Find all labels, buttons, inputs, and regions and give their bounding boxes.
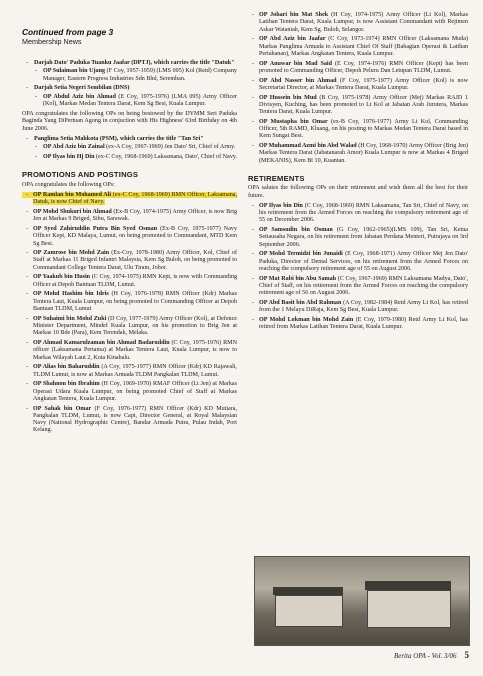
recipient-detail: (F Coy, 1957-1959) (LMS 095) Kol (Retd) Company Manager, Eastern Progress Industries Sdn Bhd, Seremban.	[43, 68, 237, 82]
entry-detail: (C Coy, 1968-1969) RMN Laksamana, Tan Sri, Chief of Navy, on his retirement from the Armed Forces on reaching the compulsory retirement age of 55 on December 2006.	[259, 202, 468, 224]
entry-name: OP Abd Basit bin Abd Rahman	[259, 300, 342, 306]
award-recipients	[34, 144, 237, 161]
continued-heading: Continued from page 3	[22, 27, 114, 37]
retirement-entry	[248, 227, 468, 249]
retirement-entry	[248, 251, 468, 273]
entry-detail: (ex-B Coy, 1976-1977) Army Lt Kol, Commanding Officer, 5th RAMD, Kluang, on his posting to Markas Medan Tentera Darat based in Kem Sungai Besi.	[259, 118, 468, 140]
recipient-item	[34, 94, 237, 109]
entry-name: OP Ahmad Kamarulzaman bin Ahmad Badaruddin	[33, 340, 170, 347]
entry-name: OP Zamrose bin Mohd Zain	[33, 250, 110, 257]
retirement-entry	[248, 300, 468, 315]
entry-detail: (C Coy, 1974-1975) RMN Kept, is now with Commanding Officer at Depoh Bantuan TLDM, Lumut.	[33, 274, 237, 288]
award-title: Darjah Setia Negeri Sembilan (DNS)	[34, 85, 130, 92]
entry-detail: (F Coy, 1976-1977) RMN Officer (Kdr) KD Mutiara, Pangkalan TLDM, Lumut, is now Capt, Director General, at Royal Malaysian Navy (National Hydrographic Centre), Bandar Armada Putra, Pulau Indah, Port Kelang.	[33, 405, 238, 434]
entry-name: OP Mohd Lokman bin Mohd Zain	[259, 316, 354, 323]
entry-name: OP Ramlan bin Mohamed Ali	[33, 191, 112, 198]
entry-name: OP Ilyas bin Din	[259, 202, 303, 209]
entry-name: OP Shahnon bin Ibrahim	[33, 381, 100, 388]
entry-detail: (Ex-B Coy, 1975-1977) Navy Officer Kept, KD Malaya, Lumut, on being promoted to Commandant, MTD Kem Sg Besi.	[33, 225, 237, 247]
entry-name: OP Mohd Shukuri bin Ahmad	[33, 208, 112, 215]
recipient-detail: (E Coy, 1975-1976) (LMA 095) Army Officer (Kol), Markas Medan Tentera Darat, Kem Sg Besi, Kuala Lumpur.	[43, 93, 237, 107]
award-title: Panglima Setia Mahkota (PSM), which carries the title "Tan Sri"	[34, 136, 204, 143]
promotion-entry	[22, 340, 237, 362]
entry-name: OP Samsudin bin Osman	[259, 227, 333, 234]
award-title: Darjah Dato' Paduka Tuanku Jaafar (DPTJ), which carries the title "Datuk"	[34, 60, 235, 66]
awards-list	[22, 60, 237, 108]
recipient-item	[34, 154, 237, 161]
recipient-detail: (ex-A Coy, 1967-1969) Jen Dato' Sri, Chief of Army.	[104, 144, 236, 151]
entry-name: OP Sahak bin Omar	[33, 405, 92, 412]
retirements-heading: RETIREMENTS	[248, 173, 305, 183]
promotions-intro: OPA congratulates the following OPs:	[22, 181, 115, 188]
entry-detail: (C Coy, 1975-1976) RMN officer (Laksamana Pertama) at Markas Tentera Laut, Kuala Lumpur, is now to Markas Wilayah Laut 2, Kota Kinabalu.	[33, 340, 237, 361]
promotion-entry	[22, 381, 237, 403]
promotions-list-left	[22, 192, 237, 435]
entry-detail: (E Coy, 1974-1976) RMN Officer (Kept) has been promoted to Commanding Officer, Depoh Peluru Dan Letupan TLDM, Lumut.	[259, 60, 468, 74]
entry-name: OP Mat Rabi bin Abu Samah	[259, 275, 337, 282]
entry-detail: (C Coy, 1967-1969) RMN Laksamana Madya, Dato', Chief of Staff, on his retirement from the Armed Forces on reaching the compulsory retirement age of 56 on August 2006.	[259, 275, 468, 297]
entry-name: OP Syed Zahiruddin Putra Bin Syed Osman	[33, 225, 158, 232]
entry-detail: (F Coy, 1975-1977) Army Officer (Kol) is now Secretariat Director, at Markas Tentera Darat, Kuala Lumpur.	[259, 77, 468, 91]
promotion-entry	[248, 36, 468, 58]
entry-detail: (D Coy, 1977-1979) Army Officer (Kol), at Defence Minister Department, Mindef Kuala Lumpur, on his promotion to Brig Jen at Markas 10 Bde (Para), Kem Terendak, Melaka.	[33, 315, 237, 337]
entry-name: OP Mustapha bin Omar	[259, 118, 328, 125]
retirement-entry	[248, 203, 468, 225]
promotion-entry	[248, 78, 468, 93]
promotion-entry	[22, 291, 237, 313]
promotion-entry	[22, 209, 237, 224]
entry-detail: (ex-C Coy, 1968-1969) RMN Officer, Laksamana, Datuk, is now Chief of Navy.	[33, 191, 237, 206]
entry-detail: (A Coy, 1975-1977) RMN Officer (Kdr) KD Rajawali, TLDM Lumut, is now at Markas Armada TLDM Pangkalan TLDM, Lumut.	[33, 364, 237, 378]
award-item	[22, 60, 237, 83]
promotion-entry	[22, 226, 237, 248]
award-recipients	[34, 94, 237, 109]
psm-award-list	[22, 136, 237, 161]
publication-name: Berita OPA - Vol. 3/06	[393, 652, 457, 660]
entry-detail: (Ex-B Coy, 1974-1975) Army Officer, is now Brig Jen at Markas 9 Briged, Sibu, Sarawak.	[33, 208, 237, 223]
highlighted-entry	[22, 192, 237, 205]
promotion-entry	[248, 12, 468, 34]
retirements-list	[248, 203, 468, 332]
page-footer	[394, 650, 469, 660]
entry-name: OP Mohd Hashim bin Idris	[33, 291, 109, 298]
right-column	[248, 12, 468, 334]
promotion-entry	[22, 250, 237, 272]
recipient-name: OP Sulaiman bin Ujang	[43, 68, 105, 75]
entry-detail: (A Coy, 1982-1984) Retd Army Lt Kol, has retired from the 1 Melayu DiRaja, Kem Sg Besi, Kuala Lumpur.	[259, 300, 468, 314]
entry-name: OP Muhammad Azmi bin Abd Walad	[259, 143, 357, 150]
entry-detail: (H Coy, 1968-1970) Army Officer (Brig Jen) Markas Tentera Darat (Jabatanarah Amor) Kuala Lumpur is now at Markas 4 Briged (MEKANIS), Kem Bt 10, Kuantan.	[259, 143, 468, 164]
entry-detail: (H Coy, 1969-1970) RMAF Officer (Lt Jen) at Markas Operasi Udara Kuala Lumpur, on being promoted Chief of Staff at Markas Angkatan Tentera, Kuala Lumpur.	[33, 381, 237, 402]
promotion-entry	[248, 95, 468, 117]
recipient-item	[34, 144, 237, 151]
award-item	[22, 85, 237, 108]
entry-name: OP Johari bin Mat Shek	[259, 12, 329, 18]
entry-detail: (H Coy, 1974-1975) Army Officer (Lt Kol), Markas Latihan Tentera Darat, Kuala Lumpur, is now Assistant Commandant with Rejimen Askar Wataniah, Kem Sg. Buloh, Selangor.	[259, 12, 468, 33]
entry-name: OP Alias bin Baharuddin	[33, 364, 100, 371]
retirement-entry	[248, 276, 468, 298]
recipient-detail: (ex-C Coy, 1968-1969) Laksamana, Dato', Chief of Navy.	[94, 154, 237, 161]
entry-name: OP Anuwar bin Mad Said	[259, 60, 332, 67]
promotion-entry	[22, 274, 237, 289]
promotion-entry	[248, 119, 468, 141]
entry-detail: (H Coy, 1976-1978) RMN Officer (Kdr) Markas Tentera Laut, Kuala Lumpur, on being promoted to Commanding Officer at Depoh Bantuan TLDM, Lumut	[33, 291, 237, 313]
left-column	[22, 28, 237, 437]
entry-detail: (Ex-Coy, 1978-1980) Army Officer, Kol, Chief of Staff at Markas 11 Briged Infantri Malaysia, Kem Sg Buloh, on being promoted to Commandant College Tentera Darat, Ulu Tiram, Johor.	[33, 250, 237, 271]
entry-detail: (E Coy, 1968-1971) Army Officer Mej Jen Dato' Paduka, Director of Dental Services, on his retirement from the Armed Forces on reaching the compulsory retirement age of 55 on August 2006.	[259, 251, 469, 273]
promotion-entry	[22, 364, 237, 379]
entry-name: OP Mohd Termidzi bin Junaidi	[259, 251, 343, 258]
retirements-intro: OPA salutes the following OPs on their retirement and wish them all the best for their future.	[248, 185, 468, 199]
entry-name: OP Abd Nasser bin Ahmad	[259, 77, 337, 84]
promotions-list-right	[248, 12, 468, 165]
promotion-entry	[22, 316, 237, 338]
entry-detail: (B Coy, 1975-1978) Army Officer (Mej) Markas RAJD 1 Divisyen, Kuching, has been promoted to Lt Kol at Jabatan Arah Jurutera, Markas Tentera Darat, Kuala Lumpur.	[259, 94, 468, 116]
promotion-entry	[22, 406, 237, 435]
recipient-name: OP Abd Aziz bin Zainal	[43, 144, 105, 151]
promotion-entry	[248, 61, 468, 76]
birthday-congrats: OPA congratulates the following OPs on being bestowed by the DYMM Seri Paduka Baginda Yang DiPertuan Agong in conjuction with His Highness' 63rd Birthday on 4th June 2006.	[22, 111, 237, 132]
entry-detail: (E Coy, 1979-1980) Retd Army Lt Kol, has retired from Markas Latihan Tentera Darat, Kuala Lumpur.	[259, 316, 469, 331]
promotion-entry	[22, 192, 237, 207]
award-recipients	[34, 68, 237, 83]
recipient-name: OP Abdul Aziz bin Ahmad	[43, 93, 116, 100]
promotions-heading: PROMOTIONS AND POSTINGS	[22, 170, 139, 180]
recipient-name: OP Ilyas bin Hj Din	[43, 154, 95, 161]
section-subtitle: Membership News	[22, 37, 82, 46]
entry-detail: (G Coy, 1962-1965)(LMS 109), Tan Sri, Ketua Setiausaha Negara, on his retirement from Jabatan Perdana Menteri, Putrajaya on 3rd September 2006.	[259, 227, 468, 248]
entry-detail: (C Coy, 1973-1974) RMN Officer (Laksamana Muda) Markas Panglima Armada to Assistant Chief Of Staff (Bahagian Operasi & Latihan Pertahanan), Markas Angkatan Tentera, Kuala Lumpur.	[259, 36, 468, 57]
entry-name: OP Hussein bin Mud	[259, 94, 317, 101]
page-number: 5	[464, 650, 469, 660]
award-item	[22, 136, 237, 161]
recipient-item	[34, 68, 237, 83]
entry-name: OP Yaakub bin Husin	[33, 274, 91, 281]
building-photo	[254, 556, 470, 646]
entry-name: OP Suhaimi bin Mohd Zuki	[33, 315, 107, 322]
entry-name: OP Abd Aziz bin Jaafar	[259, 36, 326, 43]
promotion-entry	[248, 143, 468, 165]
retirement-entry	[248, 317, 468, 332]
